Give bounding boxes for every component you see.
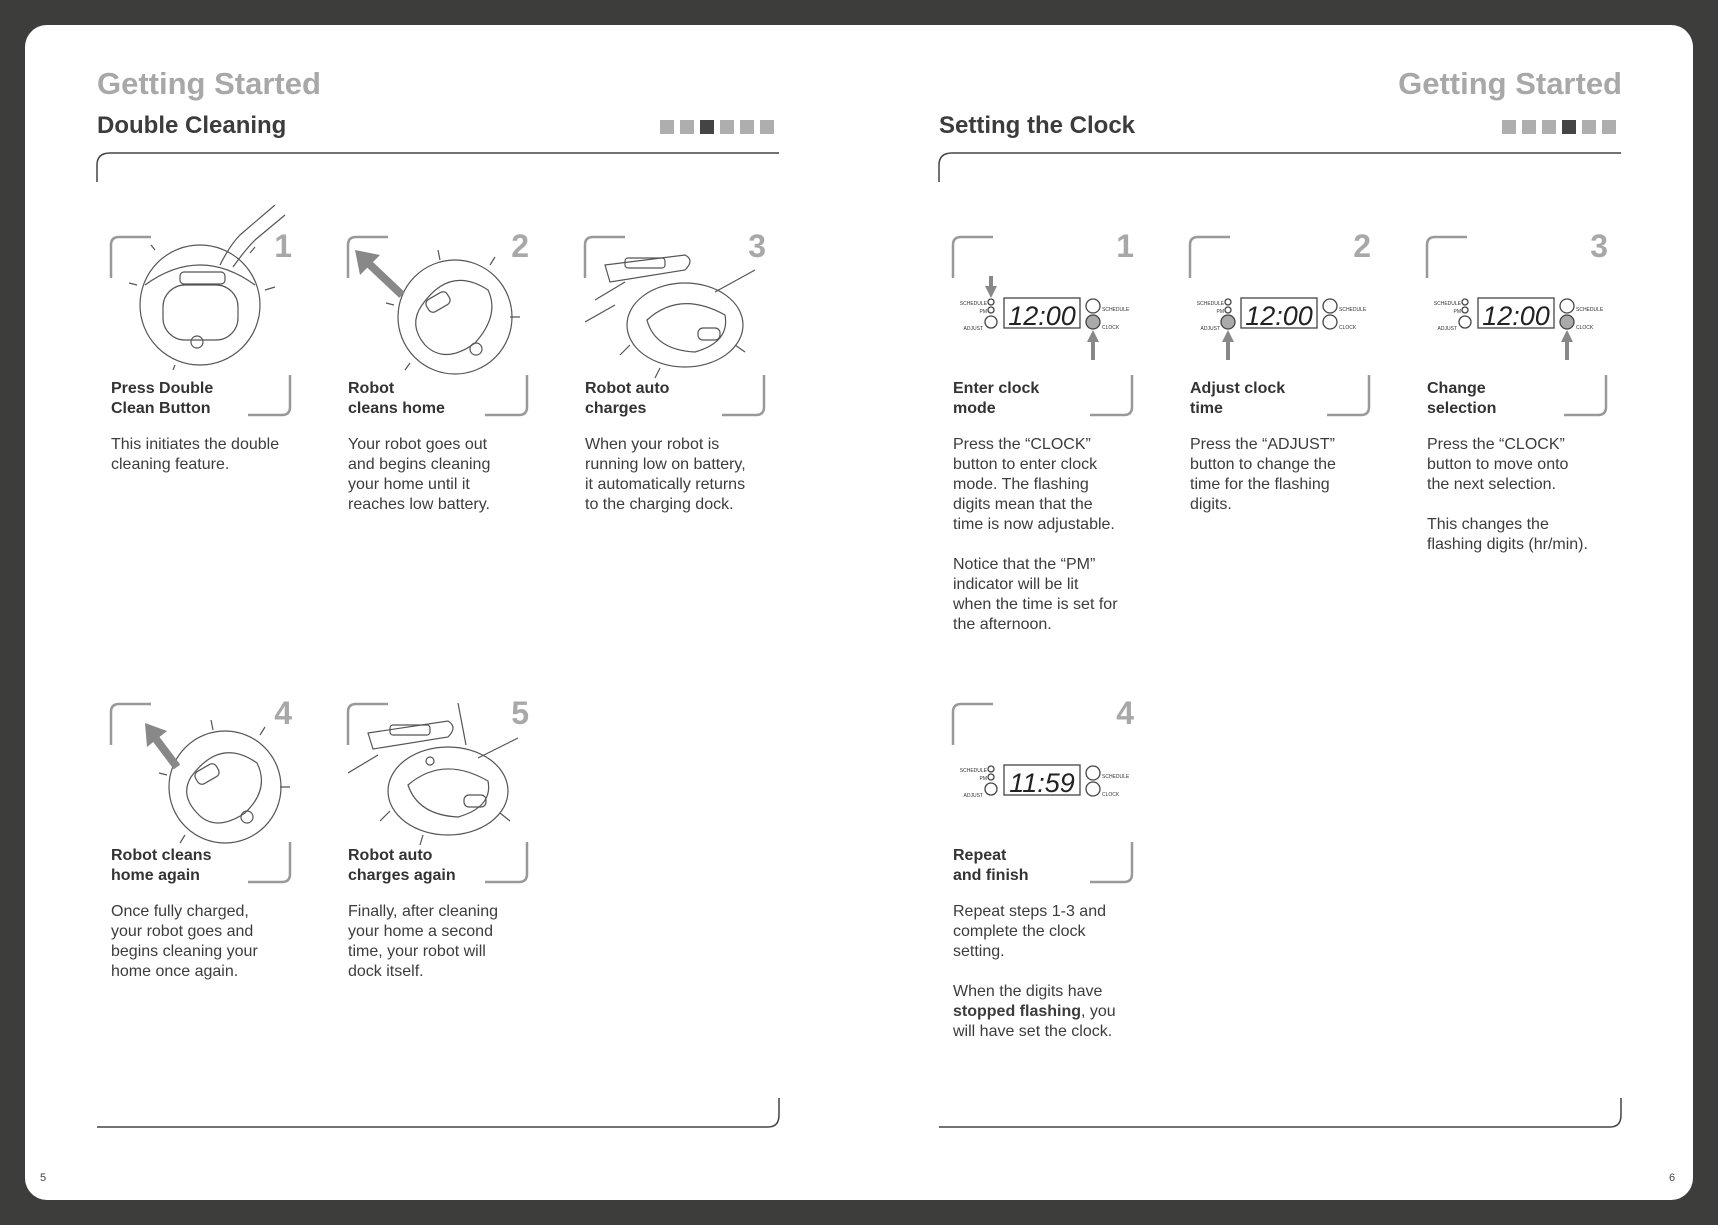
step-number: 3 — [1590, 228, 1608, 264]
svg-text:CLOCK: CLOCK — [1102, 325, 1120, 331]
step-title: Change selection — [1427, 380, 1497, 417]
left-page-title: Double Cleaning — [97, 112, 287, 139]
step-title: Robot cleans home — [348, 380, 445, 417]
svg-text:SCHEDULE: SCHEDULE — [1102, 774, 1130, 780]
step-description: Press the “CLOCK” button to enter clock mode. The flashing digits mean that the time is now adjustable. Notice that the “PM” indicator will be lit when the time is set for the afternoon. — [953, 436, 1118, 633]
clock-panel-enter-mode — [955, 270, 1135, 370]
svg-text:CLOCK: CLOCK — [1102, 792, 1120, 798]
left-section-label: Getting Started — [97, 66, 321, 101]
step-title: Enter clock mode — [953, 380, 1040, 417]
step-number: 5 — [511, 695, 529, 731]
svg-text:PM: PM — [979, 309, 987, 315]
svg-text:CLOCK: CLOCK — [1576, 325, 1594, 331]
progress-square — [1502, 120, 1516, 134]
step-number: 4 — [1116, 695, 1134, 731]
step-number: 2 — [511, 228, 529, 264]
svg-text:ADJUST: ADJUST — [1200, 326, 1220, 332]
svg-text:12:00: 12:00 — [1008, 301, 1076, 331]
step-description: Press the “ADJUST” button to change the time for the flashing digits. — [1190, 436, 1336, 513]
progress-square — [1542, 120, 1556, 134]
clock-panel-change-selection — [1429, 270, 1609, 370]
step-description: When your robot is running low on battery, it automatically returns to the charging dock. — [585, 436, 746, 513]
svg-text:ADJUST: ADJUST — [1437, 326, 1457, 332]
progress-square — [1522, 120, 1536, 134]
step-number: 4 — [274, 695, 292, 731]
svg-text:PM: PM — [979, 776, 987, 782]
step-description: Finally, after cleaning your home a second time, your robot will dock itself. — [348, 903, 498, 980]
step-number: 2 — [1353, 228, 1371, 264]
step-title: Repeat and finish — [953, 847, 1029, 884]
step-description: Once fully charged, your robot goes and begins cleaning your home once again. — [111, 903, 258, 980]
step-description: This initiates the double cleaning feature. — [111, 436, 280, 473]
step-title: Press Double Clean Button — [111, 380, 214, 417]
svg-text:SCHEDULE: SCHEDULE — [1102, 307, 1130, 313]
progress-square — [1582, 120, 1596, 134]
right-page-title: Setting the Clock — [939, 112, 1136, 139]
svg-text:SCHEDULE: SCHEDULE — [1576, 307, 1604, 313]
step-title: Robot auto charges — [585, 380, 670, 417]
robot-cleans-home-illustration — [350, 245, 530, 380]
progress-square-active — [1562, 120, 1576, 134]
progress-square — [1602, 120, 1616, 134]
right-progress-indicator — [1502, 120, 1616, 134]
svg-text:11:59: 11:59 — [1009, 768, 1075, 798]
step-number: 3 — [748, 228, 766, 264]
svg-text:12:00: 12:00 — [1482, 301, 1550, 331]
step-description: Your robot goes out and begins cleaning your home until it reaches low battery. — [348, 436, 491, 513]
step-number: 1 — [274, 228, 292, 264]
svg-text:12:00: 12:00 — [1245, 301, 1313, 331]
step-title: Robot cleans home again — [111, 847, 212, 884]
svg-text:SCHEDULE: SCHEDULE — [959, 301, 987, 307]
svg-text:PM: PM — [1216, 309, 1224, 315]
step-description: Repeat steps 1-3 and complete the clock setting. When the digits have stopped flashing, you will have set the clock. — [953, 903, 1116, 1040]
svg-text:PM: PM — [1453, 309, 1461, 315]
page-number: 5 — [40, 1172, 47, 1184]
robot-auto-charges-illustration — [585, 250, 765, 380]
svg-text:ADJUST: ADJUST — [963, 326, 983, 332]
step-description: Press the “CLOCK” button to move onto the next selection. This changes the flashing digits (hr/min). — [1427, 436, 1588, 553]
clock-panel-repeat-finish — [955, 737, 1135, 817]
svg-text:CLOCK: CLOCK — [1339, 325, 1357, 331]
step-number: 1 — [1116, 228, 1134, 264]
page-number: 6 — [1669, 1172, 1676, 1184]
svg-text:SCHEDULE: SCHEDULE — [1339, 307, 1367, 313]
clock-panel-adjust-time — [1192, 270, 1372, 370]
step-title: Adjust clock time — [1190, 380, 1286, 417]
svg-text:SCHEDULE: SCHEDULE — [1196, 301, 1224, 307]
right-section-label: Getting Started — [1398, 66, 1622, 101]
svg-text:SCHEDULE: SCHEDULE — [1433, 301, 1461, 307]
svg-text:ADJUST: ADJUST — [963, 793, 983, 799]
robot-cleans-again-illustration — [135, 715, 295, 855]
step-title: Robot auto charges again — [348, 847, 456, 884]
svg-text:SCHEDULE: SCHEDULE — [959, 768, 987, 774]
